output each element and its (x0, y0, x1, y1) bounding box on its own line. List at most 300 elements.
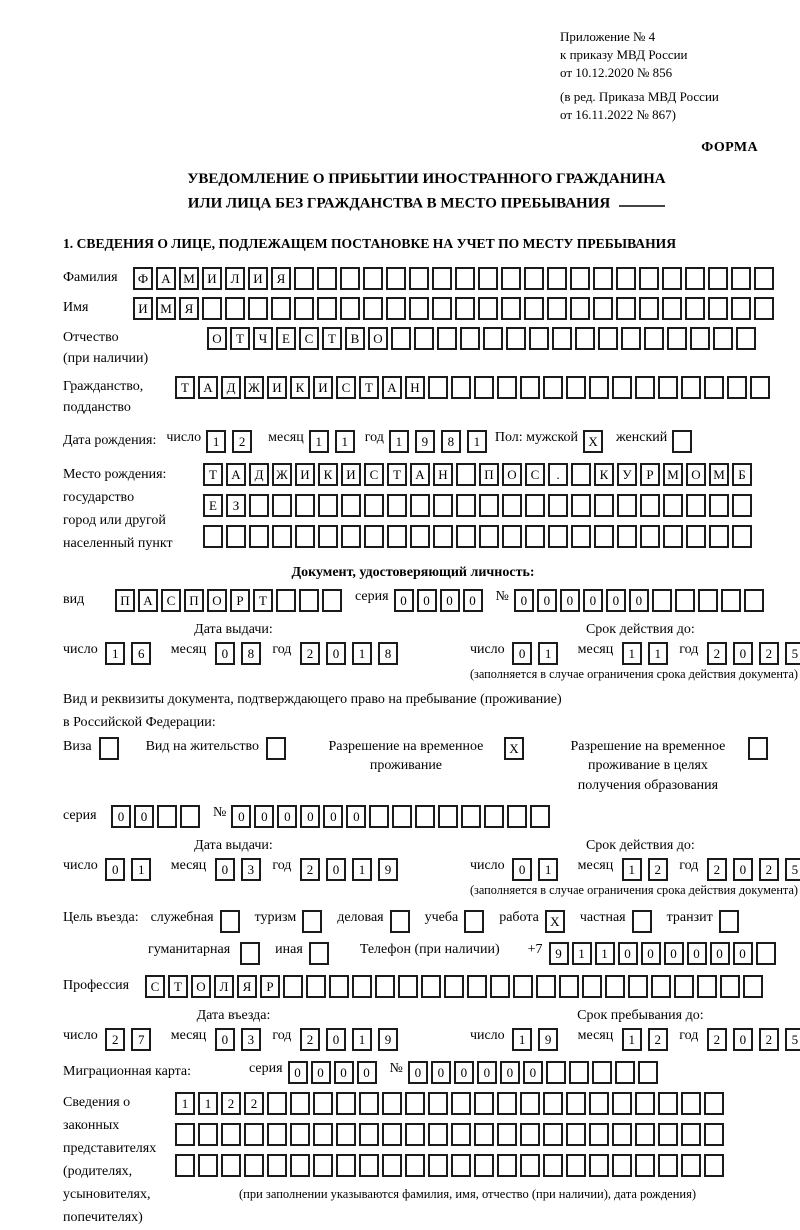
char-box[interactable] (294, 267, 314, 290)
char-box[interactable] (467, 975, 487, 998)
char-box[interactable]: 0 (105, 858, 125, 881)
char-box[interactable]: 8 (378, 642, 398, 665)
char-box[interactable]: 0 (346, 805, 366, 828)
char-box[interactable] (313, 1123, 333, 1146)
char-box[interactable] (592, 1061, 612, 1084)
char-box[interactable] (582, 975, 602, 998)
char-box[interactable] (704, 1092, 724, 1115)
char-box[interactable] (639, 267, 659, 290)
char-box[interactable] (569, 1061, 589, 1084)
char-box[interactable]: 2 (759, 1028, 779, 1051)
char-box[interactable] (547, 297, 567, 320)
char-box[interactable] (525, 525, 545, 548)
char-box[interactable] (663, 494, 683, 517)
char-box[interactable] (686, 525, 706, 548)
char-box[interactable] (520, 1092, 540, 1115)
char-box[interactable] (501, 297, 521, 320)
char-box[interactable]: 1 (538, 642, 558, 665)
char-box[interactable] (612, 376, 632, 399)
char-box[interactable] (461, 805, 481, 828)
char-box[interactable] (524, 297, 544, 320)
char-box[interactable]: 1 (648, 642, 668, 665)
char-box[interactable] (249, 494, 269, 517)
char-box[interactable] (295, 494, 315, 517)
char-box[interactable] (709, 525, 729, 548)
char-box[interactable] (198, 1154, 218, 1177)
char-box[interactable]: 9 (538, 1028, 558, 1051)
char-box[interactable] (547, 267, 567, 290)
char-box[interactable]: 0 (664, 942, 684, 965)
char-box[interactable] (198, 1123, 218, 1146)
char-box[interactable] (612, 1092, 632, 1115)
char-box[interactable]: 1 (309, 430, 329, 453)
char-box[interactable] (690, 327, 710, 350)
char-box[interactable]: 0 (710, 942, 730, 965)
char-box[interactable] (525, 494, 545, 517)
char-box[interactable]: 0 (215, 642, 235, 665)
char-box[interactable] (536, 975, 556, 998)
char-box[interactable]: Р (260, 975, 280, 998)
char-box[interactable]: 8 (241, 642, 261, 665)
char-box[interactable] (359, 1092, 379, 1115)
char-box[interactable] (295, 525, 315, 548)
char-box[interactable] (283, 975, 303, 998)
char-box[interactable] (392, 805, 412, 828)
char-box[interactable] (203, 525, 223, 548)
char-box[interactable] (497, 1123, 517, 1146)
char-box[interactable] (409, 297, 429, 320)
char-box[interactable]: 1 (352, 858, 372, 881)
char-box[interactable] (313, 1154, 333, 1177)
char-box[interactable] (375, 975, 395, 998)
char-box[interactable]: 3 (241, 1028, 261, 1051)
char-box[interactable]: 0 (537, 589, 557, 612)
char-box[interactable]: Я (271, 267, 291, 290)
char-box[interactable]: К (594, 463, 614, 486)
char-box[interactable] (267, 1154, 287, 1177)
char-box[interactable] (415, 805, 435, 828)
purpose-private-checkbox[interactable] (632, 910, 652, 933)
char-box[interactable] (681, 1154, 701, 1177)
char-box[interactable] (638, 1061, 658, 1084)
char-box[interactable]: 2 (105, 1028, 125, 1051)
char-box[interactable] (598, 327, 618, 350)
char-box[interactable] (658, 376, 678, 399)
char-box[interactable]: Ж (244, 376, 264, 399)
char-box[interactable] (398, 975, 418, 998)
char-box[interactable]: И (133, 297, 153, 320)
char-box[interactable] (428, 1123, 448, 1146)
char-box[interactable]: М (179, 267, 199, 290)
char-box[interactable] (290, 1123, 310, 1146)
char-box[interactable] (479, 525, 499, 548)
char-box[interactable]: 2 (221, 1092, 241, 1115)
char-box[interactable]: Л (214, 975, 234, 998)
char-box[interactable]: 0 (463, 589, 483, 612)
char-box[interactable]: 0 (477, 1061, 497, 1084)
char-box[interactable]: 0 (512, 642, 532, 665)
char-box[interactable] (507, 805, 527, 828)
char-box[interactable]: 8 (441, 430, 461, 453)
female-checkbox[interactable] (672, 430, 692, 453)
char-box[interactable] (363, 267, 383, 290)
char-box[interactable] (501, 267, 521, 290)
char-box[interactable] (318, 525, 338, 548)
char-box[interactable] (340, 297, 360, 320)
temp-residence-checkbox[interactable]: X (504, 737, 524, 760)
char-box[interactable] (451, 1154, 471, 1177)
char-box[interactable] (341, 525, 361, 548)
char-box[interactable] (290, 1154, 310, 1177)
purpose-work-checkbox[interactable]: X (545, 910, 565, 933)
char-box[interactable]: С (336, 376, 356, 399)
char-box[interactable]: Т (359, 376, 379, 399)
char-box[interactable] (732, 525, 752, 548)
char-box[interactable] (456, 463, 476, 486)
char-box[interactable] (272, 494, 292, 517)
char-box[interactable] (157, 805, 177, 828)
char-box[interactable] (382, 1123, 402, 1146)
char-box[interactable] (410, 525, 430, 548)
char-box[interactable]: О (191, 975, 211, 998)
char-box[interactable] (432, 267, 452, 290)
char-box[interactable] (605, 975, 625, 998)
char-box[interactable] (451, 376, 471, 399)
char-box[interactable]: И (248, 267, 268, 290)
char-box[interactable] (336, 1123, 356, 1146)
char-box[interactable]: И (202, 267, 222, 290)
char-box[interactable]: Ф (133, 267, 153, 290)
char-box[interactable] (543, 376, 563, 399)
char-box[interactable]: 2 (759, 858, 779, 881)
char-box[interactable]: 1 (352, 642, 372, 665)
char-box[interactable] (483, 327, 503, 350)
char-box[interactable]: 0 (523, 1061, 543, 1084)
char-box[interactable] (180, 805, 200, 828)
char-box[interactable] (451, 1092, 471, 1115)
char-box[interactable]: Р (230, 589, 250, 612)
char-box[interactable]: 0 (560, 589, 580, 612)
char-box[interactable] (513, 975, 533, 998)
char-box[interactable] (721, 589, 741, 612)
char-box[interactable] (566, 1154, 586, 1177)
char-box[interactable] (405, 1154, 425, 1177)
visa-checkbox[interactable] (99, 737, 119, 760)
char-box[interactable] (474, 1154, 494, 1177)
char-box[interactable]: Ж (272, 463, 292, 486)
char-box[interactable]: Т (322, 327, 342, 350)
char-box[interactable]: И (313, 376, 333, 399)
char-box[interactable] (589, 1092, 609, 1115)
char-box[interactable] (704, 1154, 724, 1177)
char-box[interactable]: 6 (131, 642, 151, 665)
char-box[interactable] (306, 975, 326, 998)
char-box[interactable] (616, 267, 636, 290)
char-box[interactable] (437, 327, 457, 350)
char-box[interactable]: 1 (572, 942, 592, 965)
char-box[interactable]: Е (276, 327, 296, 350)
char-box[interactable]: 0 (733, 642, 753, 665)
purpose-study-checkbox[interactable] (464, 910, 484, 933)
char-box[interactable]: 2 (707, 1028, 727, 1051)
char-box[interactable]: 2 (300, 1028, 320, 1051)
char-box[interactable]: 0 (618, 942, 638, 965)
char-box[interactable]: 0 (334, 1061, 354, 1084)
char-box[interactable] (175, 1154, 195, 1177)
char-box[interactable] (322, 589, 342, 612)
char-box[interactable]: Е (203, 494, 223, 517)
char-box[interactable] (594, 525, 614, 548)
char-box[interactable]: 0 (733, 1028, 753, 1051)
char-box[interactable] (750, 376, 770, 399)
char-box[interactable]: 0 (629, 589, 649, 612)
purpose-humanitarian-checkbox[interactable] (240, 942, 260, 965)
char-box[interactable] (271, 297, 291, 320)
char-box[interactable]: Р (640, 463, 660, 486)
char-box[interactable] (640, 494, 660, 517)
char-box[interactable] (720, 975, 740, 998)
char-box[interactable]: Д (221, 376, 241, 399)
char-box[interactable]: К (318, 463, 338, 486)
char-box[interactable] (552, 327, 572, 350)
char-box[interactable] (697, 975, 717, 998)
char-box[interactable] (497, 376, 517, 399)
char-box[interactable] (708, 297, 728, 320)
char-box[interactable]: А (226, 463, 246, 486)
char-box[interactable] (674, 975, 694, 998)
char-box[interactable] (329, 975, 349, 998)
char-box[interactable] (571, 494, 591, 517)
char-box[interactable] (428, 1092, 448, 1115)
char-box[interactable] (615, 1061, 635, 1084)
char-box[interactable] (386, 297, 406, 320)
char-box[interactable]: У (617, 463, 637, 486)
char-box[interactable]: С (299, 327, 319, 350)
char-box[interactable]: Т (230, 327, 250, 350)
char-box[interactable] (635, 376, 655, 399)
char-box[interactable] (686, 494, 706, 517)
char-box[interactable]: 9 (378, 858, 398, 881)
char-box[interactable] (438, 805, 458, 828)
char-box[interactable]: А (382, 376, 402, 399)
char-box[interactable] (506, 327, 526, 350)
char-box[interactable]: 0 (606, 589, 626, 612)
char-box[interactable]: О (207, 589, 227, 612)
char-box[interactable]: 0 (687, 942, 707, 965)
char-box[interactable] (444, 975, 464, 998)
char-box[interactable]: 9 (378, 1028, 398, 1051)
char-box[interactable]: С (364, 463, 384, 486)
char-box[interactable]: 9 (549, 942, 569, 965)
char-box[interactable]: 2 (244, 1092, 264, 1115)
char-box[interactable]: К (290, 376, 310, 399)
char-box[interactable] (709, 494, 729, 517)
char-box[interactable]: 2 (648, 1028, 668, 1051)
char-box[interactable] (713, 327, 733, 350)
char-box[interactable]: 0 (394, 589, 414, 612)
char-box[interactable] (524, 267, 544, 290)
char-box[interactable]: 0 (733, 942, 753, 965)
char-box[interactable]: 2 (232, 430, 252, 453)
char-box[interactable]: 0 (215, 1028, 235, 1051)
char-box[interactable]: 2 (707, 858, 727, 881)
char-box[interactable] (662, 267, 682, 290)
temp-residence-edu-checkbox[interactable] (748, 737, 768, 760)
char-box[interactable] (662, 297, 682, 320)
char-box[interactable] (433, 525, 453, 548)
char-box[interactable] (290, 1092, 310, 1115)
char-box[interactable] (681, 376, 701, 399)
char-box[interactable]: 0 (326, 1028, 346, 1051)
char-box[interactable] (386, 267, 406, 290)
char-box[interactable]: 1 (622, 858, 642, 881)
char-box[interactable] (543, 1154, 563, 1177)
char-box[interactable]: 2 (707, 642, 727, 665)
char-box[interactable] (743, 975, 763, 998)
char-box[interactable] (731, 297, 751, 320)
purpose-official-checkbox[interactable] (220, 910, 240, 933)
char-box[interactable] (566, 1123, 586, 1146)
char-box[interactable] (359, 1154, 379, 1177)
char-box[interactable]: 2 (300, 858, 320, 881)
char-box[interactable] (478, 267, 498, 290)
char-box[interactable] (731, 267, 751, 290)
char-box[interactable] (202, 297, 222, 320)
char-box[interactable] (502, 494, 522, 517)
char-box[interactable] (428, 376, 448, 399)
char-box[interactable]: 1 (538, 858, 558, 881)
char-box[interactable] (497, 1092, 517, 1115)
char-box[interactable] (336, 1154, 356, 1177)
char-box[interactable]: П (115, 589, 135, 612)
char-box[interactable]: 0 (500, 1061, 520, 1084)
char-box[interactable] (744, 589, 764, 612)
char-box[interactable]: А (410, 463, 430, 486)
char-box[interactable] (675, 589, 695, 612)
char-box[interactable] (428, 1154, 448, 1177)
char-box[interactable]: 0 (357, 1061, 377, 1084)
char-box[interactable]: 0 (641, 942, 661, 965)
char-box[interactable] (382, 1154, 402, 1177)
char-box[interactable] (732, 494, 752, 517)
purpose-tourism-checkbox[interactable] (302, 910, 322, 933)
char-box[interactable]: А (198, 376, 218, 399)
char-box[interactable] (644, 327, 664, 350)
char-box[interactable] (681, 1123, 701, 1146)
char-box[interactable]: 0 (134, 805, 154, 828)
char-box[interactable]: 1 (622, 1028, 642, 1051)
char-box[interactable]: Т (253, 589, 273, 612)
char-box[interactable] (267, 1123, 287, 1146)
char-box[interactable]: 1 (105, 642, 125, 665)
purpose-business-checkbox[interactable] (390, 910, 410, 933)
char-box[interactable] (410, 494, 430, 517)
char-box[interactable]: 0 (111, 805, 131, 828)
char-box[interactable] (548, 494, 568, 517)
char-box[interactable] (267, 1092, 287, 1115)
char-box[interactable] (529, 327, 549, 350)
char-box[interactable] (456, 525, 476, 548)
char-box[interactable]: 1 (175, 1092, 195, 1115)
char-box[interactable]: Д (249, 463, 269, 486)
char-box[interactable] (543, 1123, 563, 1146)
char-box[interactable] (681, 1092, 701, 1115)
char-box[interactable] (617, 525, 637, 548)
char-box[interactable] (593, 267, 613, 290)
char-box[interactable]: 1 (512, 1028, 532, 1051)
char-box[interactable] (433, 494, 453, 517)
char-box[interactable] (640, 525, 660, 548)
char-box[interactable] (317, 267, 337, 290)
char-box[interactable]: П (479, 463, 499, 486)
char-box[interactable] (651, 975, 671, 998)
char-box[interactable]: 0 (231, 805, 251, 828)
char-box[interactable]: 0 (454, 1061, 474, 1084)
char-box[interactable]: 0 (512, 858, 532, 881)
char-box[interactable] (589, 1123, 609, 1146)
char-box[interactable]: 1 (352, 1028, 372, 1051)
char-box[interactable] (391, 327, 411, 350)
char-box[interactable] (658, 1154, 678, 1177)
char-box[interactable]: 1 (389, 430, 409, 453)
char-box[interactable]: И (267, 376, 287, 399)
char-box[interactable] (621, 327, 641, 350)
char-box[interactable] (589, 1154, 609, 1177)
purpose-other-checkbox[interactable] (309, 942, 329, 965)
char-box[interactable] (363, 297, 383, 320)
char-box[interactable] (570, 297, 590, 320)
char-box[interactable]: 0 (277, 805, 297, 828)
char-box[interactable]: 5 (785, 642, 800, 665)
char-box[interactable] (520, 1154, 540, 1177)
char-box[interactable]: 2 (759, 642, 779, 665)
char-box[interactable]: 0 (300, 805, 320, 828)
char-box[interactable]: 5 (785, 858, 800, 881)
char-box[interactable]: . (548, 463, 568, 486)
char-box[interactable]: 7 (131, 1028, 151, 1051)
residence-permit-checkbox[interactable] (266, 737, 286, 760)
char-box[interactable] (589, 376, 609, 399)
char-box[interactable]: Т (168, 975, 188, 998)
char-box[interactable] (667, 327, 687, 350)
char-box[interactable] (546, 1061, 566, 1084)
char-box[interactable] (409, 267, 429, 290)
char-box[interactable]: С (161, 589, 181, 612)
char-box[interactable] (405, 1123, 425, 1146)
char-box[interactable]: Н (433, 463, 453, 486)
char-box[interactable] (658, 1092, 678, 1115)
char-box[interactable] (685, 297, 705, 320)
char-box[interactable]: Т (175, 376, 195, 399)
char-box[interactable]: В (345, 327, 365, 350)
char-box[interactable] (698, 589, 718, 612)
char-box[interactable] (754, 297, 774, 320)
char-box[interactable] (520, 1123, 540, 1146)
char-box[interactable]: 0 (417, 589, 437, 612)
char-box[interactable] (352, 975, 372, 998)
char-box[interactable]: 0 (408, 1061, 428, 1084)
char-box[interactable] (575, 327, 595, 350)
char-box[interactable] (594, 494, 614, 517)
char-box[interactable] (175, 1123, 195, 1146)
char-box[interactable]: 0 (326, 642, 346, 665)
char-box[interactable] (387, 525, 407, 548)
char-box[interactable] (294, 297, 314, 320)
char-box[interactable]: 2 (300, 642, 320, 665)
char-box[interactable] (340, 267, 360, 290)
char-box[interactable]: М (156, 297, 176, 320)
char-box[interactable] (225, 297, 245, 320)
